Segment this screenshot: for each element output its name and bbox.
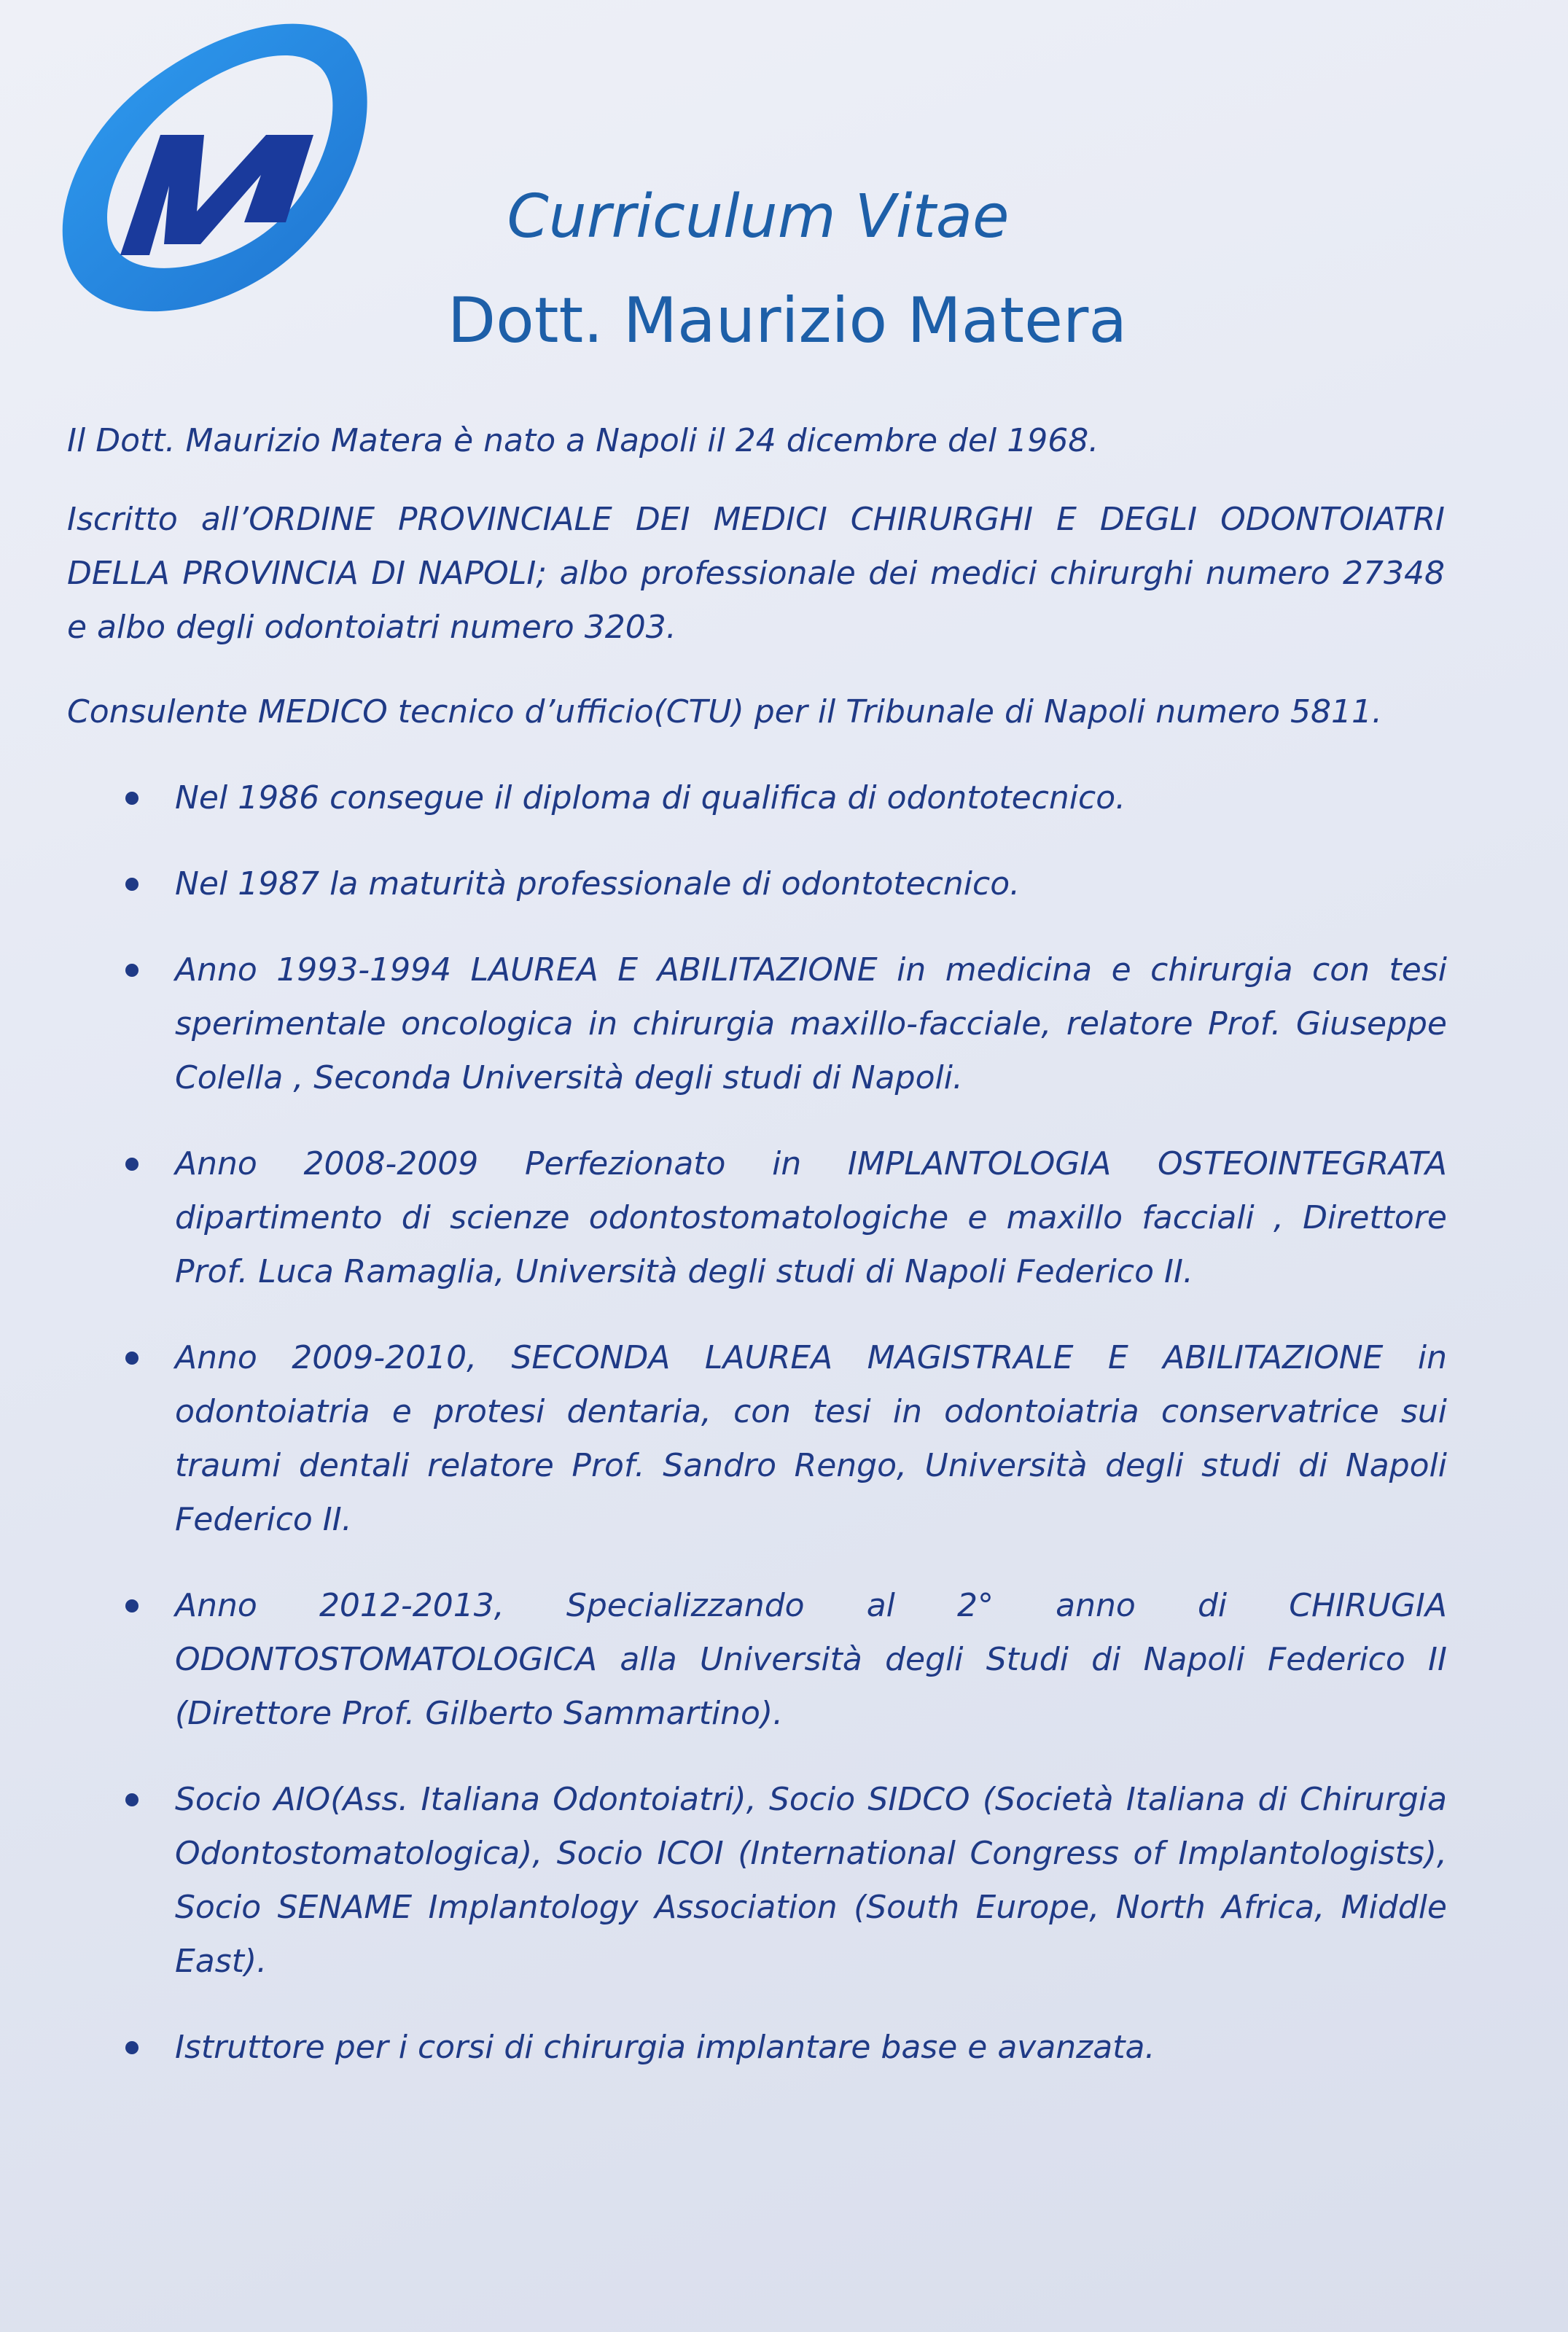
list-item xyxy=(109,1773,1447,1989)
bullet-icon xyxy=(125,1352,139,1365)
registration-paragraph: Iscritto all’ORDINE PROVINCIALE DEI MEDICI CHIRURGHI E DEGLI ODONTOIATRI DELLA PROVINCIA DI NAPOLI; albo professionale dei medici chirurghi numero 27348 e albo degli odontoiatri numero 3203. xyxy=(67,501,1445,646)
list-item xyxy=(109,857,1447,911)
career-list xyxy=(109,771,1447,2107)
bullet-icon xyxy=(125,2041,139,2054)
birth-paragraph: Il Dott. Maurizio Matera è nato a Napoli il 24 dicembre del 1968. xyxy=(67,422,1099,459)
list-item xyxy=(109,1331,1447,1547)
person-name: Dott. Maurizio Matera xyxy=(447,284,1128,357)
document-title: Curriculum Vitae xyxy=(507,182,1010,251)
list-item xyxy=(109,1137,1447,1299)
m-letter-logo-icon xyxy=(51,11,379,332)
list-item xyxy=(109,1579,1447,1741)
list-item-text: Anno 2009-2010, SECONDA LAUREA MAGISTRALE E ABILITAZIONE in odontoiatria e protesi dentaria, con tesi in odontoiatria conservatrice sui traumi dentali relatore Prof. Sandro Rengo, Università degli studi di Napoli Federico II. xyxy=(175,1339,1447,1538)
list-item-text: Nel 1987 la maturità professionale di odontotecnico. xyxy=(175,865,1021,902)
list-item-text: Istruttore per i corsi di chirurgia implantare base e avanzata. xyxy=(175,2029,1155,2066)
list-item xyxy=(109,943,1447,1105)
list-item-text: Anno 2008-2009 Perfezionato in IMPLANTOLOGIA OSTEOINTEGRATA dipartimento di scienze odontostomatologiche e maxillo facciali , Direttore Prof. Luca Ramaglia, Università degli studi di Napoli Federico II. xyxy=(175,1145,1447,1290)
bullet-icon xyxy=(125,1599,139,1612)
list-item-text: Anno 1993-1994 LAUREA E ABILITAZIONE in medicina e chirurgia con tesi sperimentale oncologica in chirurgia maxillo-facciale, relatore Prof. Giuseppe Colella , Seconda Università degli studi di Napoli. xyxy=(175,951,1447,1096)
bullet-icon xyxy=(125,964,139,977)
list-item-text: Anno 2012-2013, Specializzando al 2° anno di CHIRUGIA ODONTOSTOMATOLOGICA alla Università degli Studi di Napoli Federico II (Direttore Prof. Gilberto Sammartino). xyxy=(175,1587,1447,1732)
bullet-icon xyxy=(125,1793,139,1806)
bullet-icon xyxy=(125,878,139,891)
consultant-paragraph: Consulente MEDICO tecnico d’ufficio(CTU) per il Tribunale di Napoli numero 5811. xyxy=(67,693,1382,730)
list-item-text: Nel 1986 consegue il diploma di qualifica di odontotecnico. xyxy=(175,779,1126,816)
bullet-icon xyxy=(125,792,139,805)
list-item-text: Socio AIO(Ass. Italiana Odontoiatri), Socio SIDCO (Società Italiana di Chirurgia Odontostomatologica), Socio ICOI (International Congress of Implantologists), Socio SENAME Implantology Association (South Europe, North Africa, Middle East). xyxy=(175,1781,1447,1980)
list-item xyxy=(109,2021,1447,2075)
bullet-icon xyxy=(125,1158,139,1171)
list-item xyxy=(109,771,1447,825)
